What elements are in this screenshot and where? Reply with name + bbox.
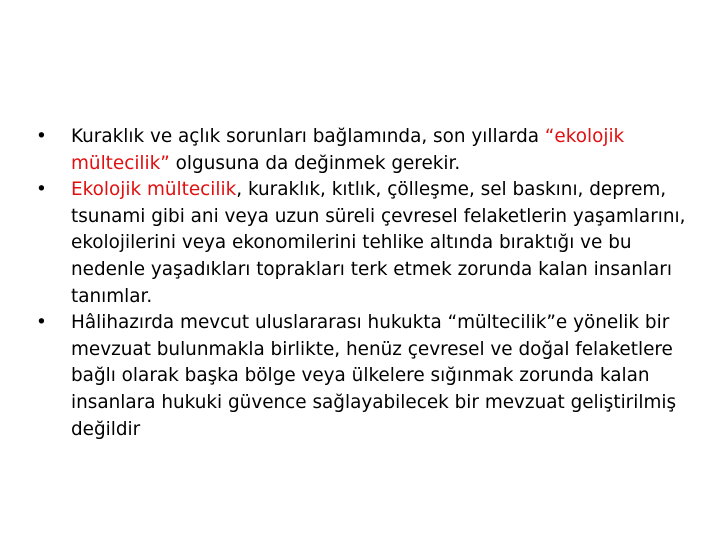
- bullet-text: [71, 312, 676, 439]
- bullet-text: [71, 126, 624, 174]
- highlighted-term: “ekolojik mültecilik”: [71, 126, 625, 174]
- text-segment: , kuraklık, kıtlık, çölleşme, sel baskını, deprem, tsunami gibi ani veya uzun süreli çevresel felaketlerin yaşamlarını, ekolojilerini veya ekonomilerini tehlike altında bıraktığı ve bu nedenle yaşadıkları toprakları terk etmek zorunda kalan insanları tanımlar.: [71, 179, 686, 307]
- bullet-item-2: [36, 177, 708, 310]
- text-segment: Hâlihazırda mevcut uluslararası hukukta “mültecilik”e yönelik bir mevzuat bulunmakla birlikte, henüz çevresel ve doğal felaketlere bağlı olarak başka bölge veya ülkelere sığınmak zorunda kalan insanlara hukuki güvence sağlayabilecek bir mevzuat geliştirilmiş değildir: [71, 312, 677, 440]
- bullet-marker: •: [36, 312, 47, 334]
- bullet-item-1: [36, 124, 708, 177]
- bullet-marker: •: [36, 179, 47, 201]
- text-segment: Kuraklık ve açlık sorunları bağlamında, son yıllarda: [71, 126, 545, 147]
- bullet-text: [71, 179, 685, 306]
- bullet-item-3: [36, 310, 708, 443]
- text-segment: olgusuna da değinmek gerekir.: [169, 152, 461, 174]
- highlighted-term: Ekolojik mültecilik: [71, 179, 237, 201]
- bullet-marker: •: [36, 126, 47, 147]
- bullet-list: [36, 124, 708, 443]
